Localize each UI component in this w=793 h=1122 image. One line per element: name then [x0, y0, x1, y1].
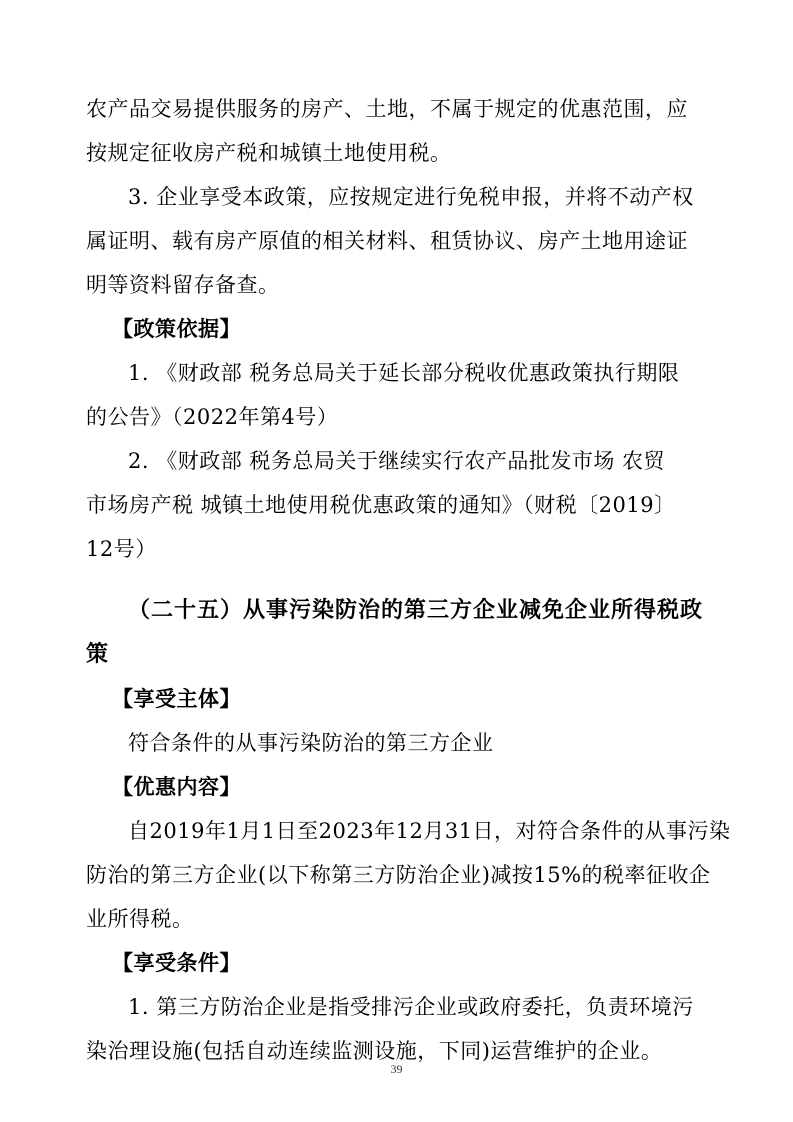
body-text-line: 市场房产税 城镇土地使用税优惠政策的通知》（财税〔2019〕: [86, 493, 676, 517]
body-text-line: 属证明、载有房产原值的相关材料、租赁协议、房产土地用途证: [86, 229, 688, 253]
body-text-line: 12号）: [86, 537, 157, 561]
body-text-line: 1. 第三方防治企业是指受排污企业或政府委托，负责环境污: [128, 995, 694, 1019]
section-title: （二十五）从事污染防治的第三方企业减免企业所得税政: [128, 598, 704, 623]
heading-policy-basis: 【政策依据】: [112, 317, 241, 341]
heading-preferential-content: 【优惠内容】: [112, 775, 241, 799]
body-text-line: 自2019年1月1日至2023年12月31日，对符合条件的从事污染: [128, 819, 731, 843]
body-text-line: 业所得税。: [86, 907, 194, 931]
heading-eligibility-conditions: 【享受条件】: [112, 951, 241, 975]
page-number: 39: [390, 1062, 403, 1076]
body-text-line: 明等资料留存备查。: [86, 273, 280, 297]
body-text-line: 染治理设施(包括自动连续监测设施，下同)运营维护的企业。: [86, 1039, 663, 1063]
body-text-line: 3. 企业享受本政策，应按规定进行免税申报，并将不动产权: [128, 185, 694, 209]
section-title-continued: 策: [86, 642, 110, 667]
body-text-line: 的公告》（2022年第4号）: [86, 405, 339, 429]
body-text-line: 符合条件的从事污染防治的第三方企业: [128, 731, 494, 755]
body-text-line: 防治的第三方企业(以下称第三方防治企业)减按15%的税率征收企: [86, 863, 711, 887]
body-text-line: 1. 《财政部 税务总局关于延长部分税收优惠政策执行期限: [128, 361, 680, 385]
body-text-line: 2. 《财政部 税务总局关于继续实行农产品批发市场 农贸: [128, 449, 666, 473]
body-text-line: 农产品交易提供服务的房产、土地，不属于规定的优惠范围，应: [86, 97, 688, 121]
body-text-line: 按规定征收房产税和城镇土地使用税。: [86, 141, 452, 165]
heading-eligible-subject: 【享受主体】: [112, 687, 241, 711]
